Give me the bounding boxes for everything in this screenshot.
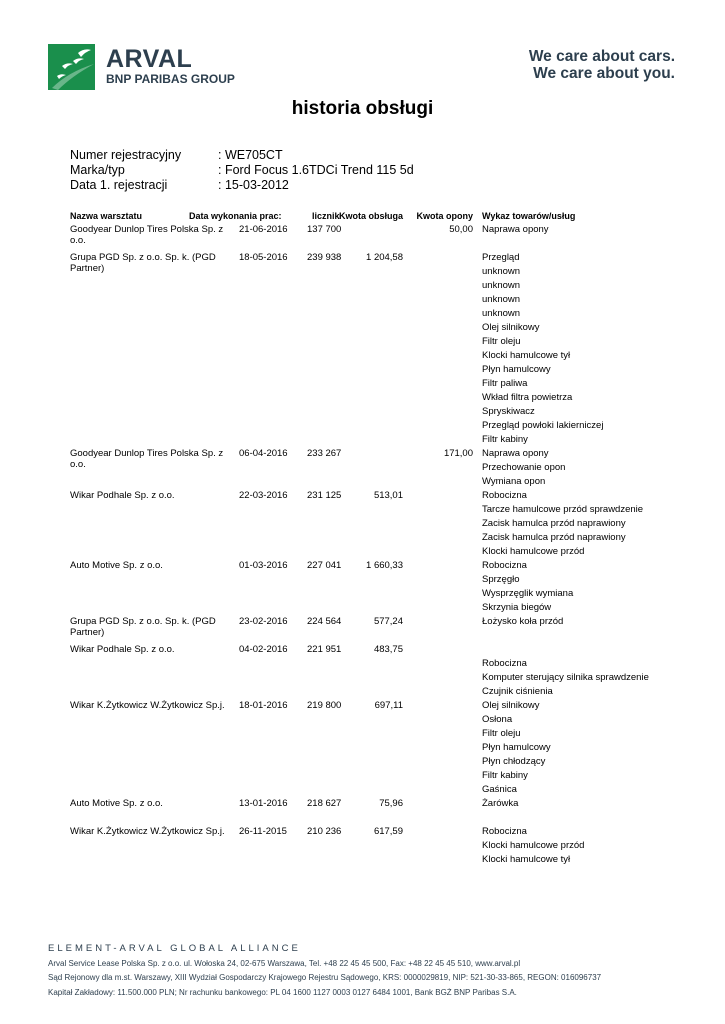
- arval-logo: [48, 44, 248, 90]
- cell-odometer: 227 041: [307, 560, 342, 571]
- table-row: [0, 448, 725, 490]
- service-item: Łożysko koła przód: [482, 616, 564, 627]
- cell-service-amount: 577,24: [373, 616, 403, 627]
- table-row: [0, 490, 725, 560]
- footer-alliance: ELEMENT-ARVAL GLOBAL ALLIANCE: [48, 943, 301, 954]
- cell-date: 26-11-2015: [239, 826, 287, 837]
- service-item: Czujnik ciśnienia: [482, 686, 553, 697]
- service-item: Komputer sterujący silnika sprawdzenie: [482, 672, 649, 683]
- cell-service-amount: 1 660,33: [366, 560, 403, 571]
- cell-items: [482, 224, 549, 238]
- service-item: Olej silnikowy: [482, 322, 540, 333]
- service-item: Zacisk hamulca przód naprawiony: [482, 532, 626, 543]
- footer: [48, 942, 688, 1000]
- service-item: Robocizna: [482, 826, 527, 837]
- service-item: Olej silnikowy: [482, 700, 540, 711]
- cell-items: [482, 644, 649, 700]
- table-row: [0, 252, 725, 448]
- cell-shop: Auto Motive Sp. z o.o.: [70, 798, 163, 809]
- service-item: unknown: [482, 280, 521, 291]
- service-item: Naprawa opony: [482, 448, 549, 459]
- cell-odometer: 210 236: [307, 826, 342, 837]
- column-header-tyre-amount: Kwota opony: [416, 211, 473, 221]
- service-item: Robocizna: [482, 490, 527, 501]
- logo-name: ARVAL: [106, 45, 193, 73]
- service-item: Klocki hamulcowe przód: [482, 546, 585, 557]
- service-item: Sprzęgło: [482, 574, 520, 585]
- arval-birds-logo-icon: [48, 44, 95, 90]
- cell-tyre-amount: 50,00: [449, 224, 473, 235]
- column-header-date: Data wykonania prac:: [189, 211, 282, 221]
- vehicle-info-label: Data 1. rejestracji: [70, 178, 168, 192]
- cell-odometer: 218 627: [307, 798, 342, 809]
- footer-capital: Kapitał Zakładowy: 11.500.000 PLN; Nr rachunku bankowego: PL 04 1600 1127 0003 0127 6484 1001, Bank BGŻ BNP Paribas S.A.: [48, 987, 517, 997]
- cell-items: [482, 798, 518, 812]
- cell-service-amount: 513,01: [373, 490, 403, 501]
- vehicle-info-label: Marka/typ: [70, 163, 125, 177]
- service-item: [482, 644, 649, 658]
- service-item: Robocizna: [482, 560, 527, 571]
- cell-service-amount: 617,59: [373, 826, 403, 837]
- service-item: unknown: [482, 308, 521, 319]
- cell-items: [482, 252, 603, 448]
- cell-odometer: 224 564: [307, 616, 342, 627]
- cell-shop: Grupa PGD Sp. z o.o. Sp. k. (PGD Partner): [70, 616, 216, 638]
- service-item: Wymiana opon: [482, 476, 546, 487]
- cell-date: 18-05-2016: [239, 252, 288, 263]
- service-item: Spryskiwacz: [482, 406, 535, 417]
- cell-date: 06-04-2016: [239, 448, 288, 459]
- slogan: [529, 48, 675, 82]
- service-item: Przechowanie opon: [482, 462, 566, 473]
- cell-shop: Auto Motive Sp. z o.o.: [70, 560, 163, 571]
- cell-service-amount: 697,11: [374, 700, 403, 711]
- cell-tyre-amount: 171,00: [443, 448, 473, 459]
- service-item: Wkład filtra powietrza: [482, 392, 573, 403]
- service-item: Filtr paliwa: [482, 378, 528, 389]
- column-header-shop: Nazwa warsztatu: [70, 211, 143, 221]
- service-item: Klocki hamulcowe tył: [482, 854, 571, 865]
- service-item: Filtr oleju: [482, 336, 521, 347]
- cell-date: 13-01-2016: [239, 798, 288, 809]
- vehicle-info-value: : WE705CT: [218, 148, 283, 162]
- service-item: Żarówka: [482, 798, 519, 809]
- cell-date: 22-03-2016: [239, 490, 288, 501]
- service-item: Filtr oleju: [482, 728, 521, 739]
- cell-odometer: 231 125: [307, 490, 342, 501]
- cell-service-amount: 75,96: [379, 798, 403, 809]
- cell-date: 23-02-2016: [239, 616, 288, 627]
- service-item: Naprawa opony: [482, 224, 549, 235]
- vehicle-info-value: : Ford Focus 1.6TDCi Trend 115 5d: [218, 163, 414, 177]
- table-row: [0, 700, 725, 798]
- table-row: [0, 644, 725, 700]
- cell-items: [482, 826, 584, 868]
- service-item: unknown: [482, 266, 521, 277]
- slogan-line-1: We care about cars.: [528, 48, 675, 65]
- vehicle-info-value: : 15-03-2012: [218, 178, 289, 192]
- cell-items: [482, 700, 551, 798]
- service-item: Gaśnica: [482, 784, 517, 795]
- cell-odometer: 239 938: [307, 252, 342, 263]
- service-item: Płyn chłodzący: [482, 756, 546, 767]
- cell-odometer: 219 800: [307, 700, 342, 711]
- cell-shop: Wikar K.Żytkowicz W.Żytkowicz Sp.j.: [70, 700, 225, 711]
- logo-group: BNP PARIBAS GROUP: [106, 72, 235, 86]
- service-item: Przegląd: [482, 252, 520, 263]
- cell-date: 04-02-2016: [239, 644, 288, 655]
- table-header: [0, 210, 725, 222]
- cell-items: [482, 560, 573, 616]
- service-item: Zacisk hamulca przód naprawiony: [482, 518, 626, 529]
- cell-service-amount: 483,75: [373, 644, 403, 655]
- cell-shop: Wikar K.Żytkowicz W.Żytkowicz Sp.j.: [70, 826, 225, 837]
- cell-shop: Wikar Podhale Sp. z o.o.: [70, 490, 175, 501]
- column-header-service-amount: Kwota obsługa: [338, 211, 403, 221]
- cell-date: 18-01-2016: [239, 700, 288, 711]
- cell-date: 01-03-2016: [239, 560, 288, 571]
- cell-items: [482, 616, 563, 630]
- cell-odometer: 137 700: [307, 224, 342, 235]
- cell-odometer: 233 267: [307, 448, 342, 459]
- footer-registry: Sąd Rejonowy dla m.st. Warszawy, XIII Wydział Gospodarczy Krajowego Rejestru Sądowego, KRS: 0000029819, NIP: 521-30-33-865, REGON: 016096737: [48, 973, 602, 982]
- cell-items: [482, 448, 565, 490]
- cell-odometer: 221 951: [307, 644, 342, 655]
- service-item: Wysprzęglik wymiana: [482, 588, 574, 599]
- cell-service-amount: 1 204,58: [366, 252, 403, 263]
- table-row: [0, 616, 725, 644]
- cell-items: [482, 490, 643, 560]
- service-item: Płyn hamulcowy: [482, 364, 551, 375]
- cell-date: 21-06-2016: [239, 224, 288, 235]
- table-row: [0, 826, 725, 868]
- cell-shop: Goodyear Dunlop Tires Polska Sp. z o.o.: [70, 224, 224, 246]
- slogan-line-2: We care about you.: [533, 65, 675, 82]
- table-row: [0, 224, 725, 252]
- service-item: Klocki hamulcowe przód: [482, 840, 585, 851]
- cell-shop: Wikar Podhale Sp. z o.o.: [70, 644, 175, 655]
- service-item: Osłona: [482, 714, 513, 725]
- column-header-items: Wykaz towarów/usług: [482, 211, 576, 221]
- service-item: unknown: [482, 294, 521, 305]
- service-item: Płyn hamulcowy: [482, 742, 551, 753]
- service-item: Robocizna: [482, 658, 527, 669]
- page-title: historia obsługi: [291, 98, 434, 119]
- footer-address: Arval Service Lease Polska Sp. z o.o. ul. Wołoska 24, 02-675 Warszawa, Tel. +48 22 45 45 500, Fax: +48 22 45 45 510, www.arval.pl: [48, 958, 521, 968]
- cell-shop: Goodyear Dunlop Tires Polska Sp. z o.o.: [70, 448, 224, 470]
- table-row: [0, 798, 725, 826]
- service-item: Klocki hamulcowe tył: [482, 350, 571, 361]
- service-item: Tarcze hamulcowe przód sprawdzenie: [482, 504, 644, 515]
- vehicle-info-label: Numer rejestracyjny: [70, 148, 182, 162]
- service-item: Filtr kabiny: [482, 434, 528, 445]
- column-header-odometer: licznik: [312, 211, 340, 221]
- service-history-table: [0, 224, 725, 868]
- service-item: Przegląd powłoki lakierniczej: [482, 420, 604, 431]
- service-item: Skrzynia biegów: [482, 602, 552, 613]
- cell-shop: Grupa PGD Sp. z o.o. Sp. k. (PGD Partner): [70, 252, 216, 274]
- table-row: [0, 560, 725, 616]
- service-item: Filtr kabiny: [482, 770, 528, 781]
